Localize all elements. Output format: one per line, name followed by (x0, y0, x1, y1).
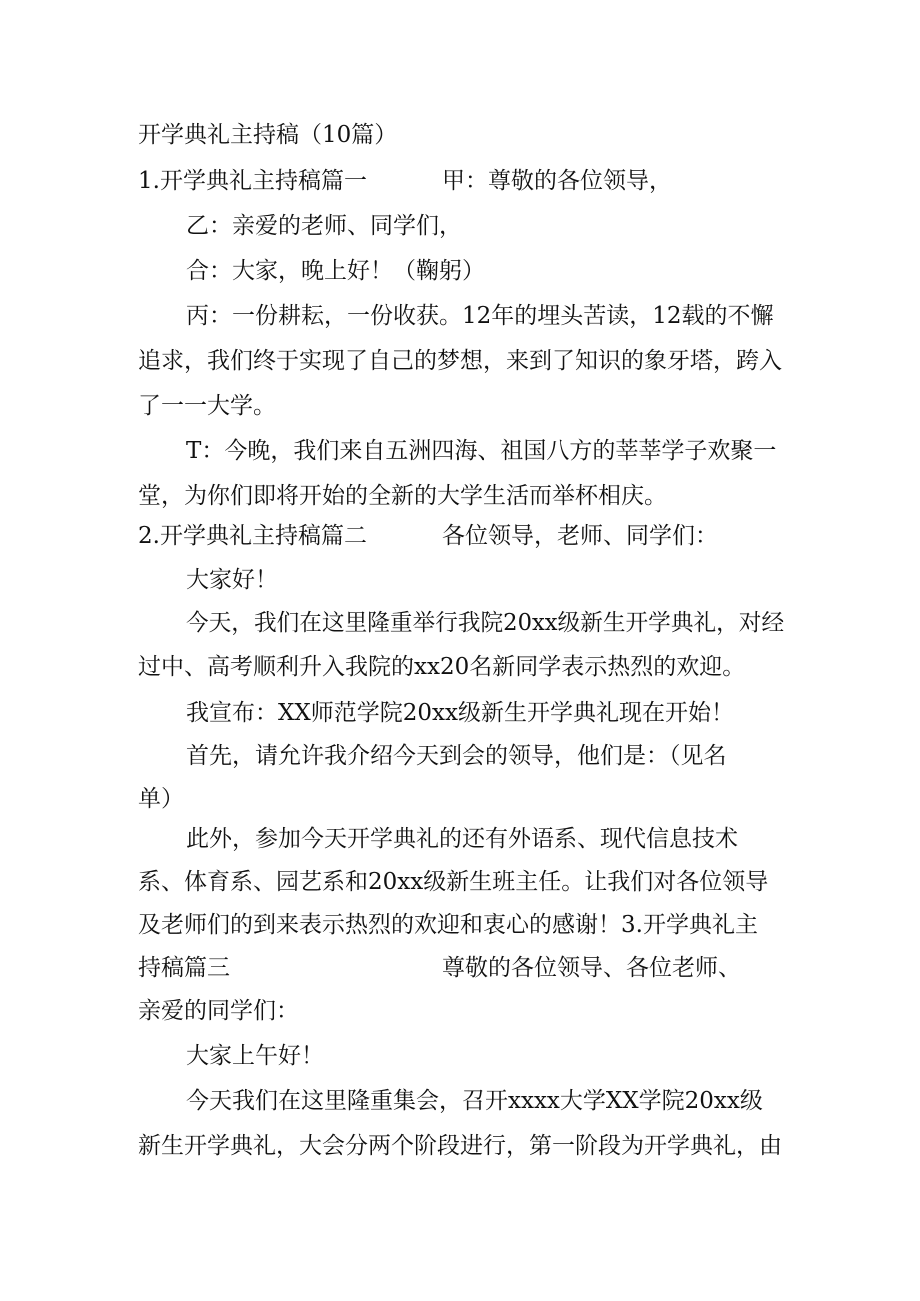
paragraph-line: 今天我们在这里隆重集会，召开xxxx大学XX学院20xx级 (186, 1088, 763, 1114)
section-heading-1: 1.开学典礼主持稿篇一 (138, 168, 367, 194)
paragraph-line: 系、体育系、园艺系和20xx级新生班主任。让我们对各位领导 (138, 869, 769, 895)
section-heading-2: 2.开学典礼主持稿篇二 (138, 523, 367, 549)
paragraph-line: 堂，为你们即将开始的全新的大学生活而举杯相庆。 (138, 483, 667, 509)
paragraph-line: T：今晚，我们来自五洲四海、祖国八方的莘莘学子欢聚一 (186, 438, 777, 464)
paragraph-line: 尊敬的各位领导、各位老师、 (442, 955, 741, 981)
paragraph-line: 乙：亲爱的老师、同学们， (186, 213, 462, 239)
paragraph-line: 甲：尊敬的各位领导， (442, 168, 672, 194)
paragraph-line: 我宣布：XX师范学院20xx级新生开学典礼现在开始！ (186, 700, 734, 726)
paragraph-line: 追求，我们终于实现了自己的梦想，来到了知识的象牙塔，跨入 (138, 348, 782, 374)
paragraph-line: 新生开学典礼，大会分两个阶段进行，第一阶段为开学典礼，由 (138, 1133, 782, 1159)
paragraph-line: 亲爱的同学们： (138, 998, 299, 1024)
paragraph-line: 丙：一份耕耘，一份收获。12年的埋头苦读，12载的不懈 (186, 303, 774, 329)
paragraph-line: 单） (138, 786, 184, 812)
document-title: 开学典礼主持稿（10篇） (138, 122, 398, 148)
paragraph-line: 过中、高考顺利升入我院的xx20名新同学表示热烈的欢迎。 (138, 654, 746, 680)
paragraph-line: 今天，我们在这里隆重举行我院20xx级新生开学典礼，对经 (186, 610, 785, 636)
paragraph-line: 此外，参加今天开学典礼的还有外语系、现代信息技术 (186, 826, 738, 852)
paragraph-line: 了一一大学。 (138, 393, 276, 419)
paragraph-line: 大家好！ (186, 567, 278, 593)
paragraph-line: 首先，请允许我介绍今天到会的领导，他们是：（见名 (186, 743, 727, 769)
paragraph-line: 大家上午好！ (186, 1043, 324, 1069)
section-heading-3: 持稿篇三 (138, 955, 230, 981)
paragraph-line: 合：大家，晚上好！（鞠躬） (186, 258, 485, 284)
paragraph-line: 及老师们的到来表示热烈的欢迎和衷心的感谢！3.开学典礼主 (138, 912, 758, 938)
paragraph-line: 各位领导，老师、同学们： (442, 523, 718, 549)
